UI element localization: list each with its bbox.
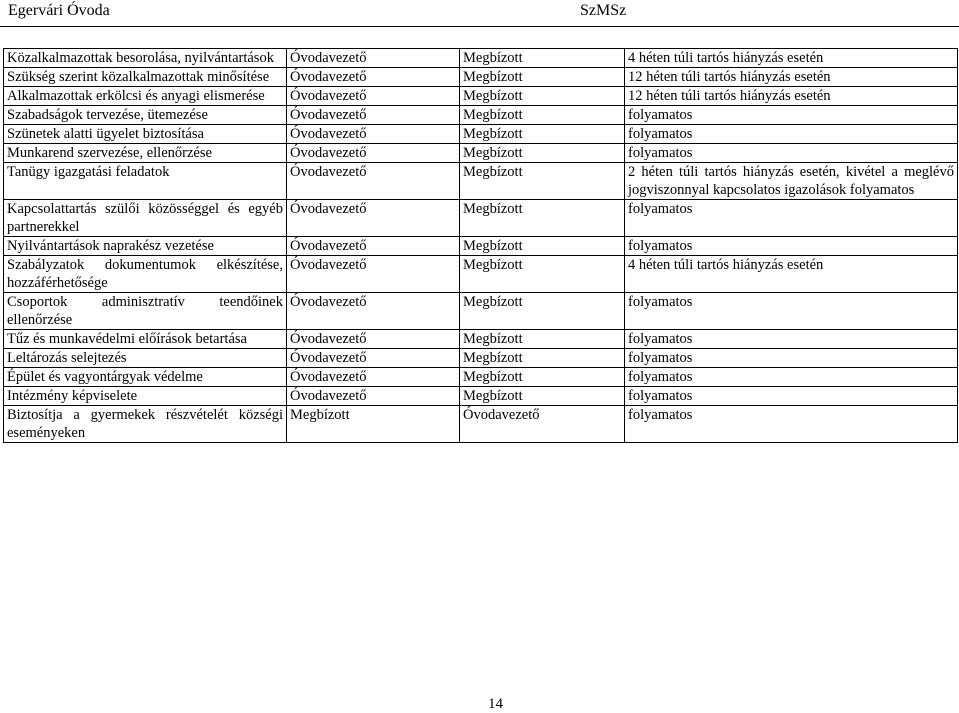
deputy-cell: Megbízott: [460, 106, 625, 125]
page-header: [0, 0, 959, 26]
page-number: 14: [488, 696, 503, 712]
responsible-cell: Óvodavezető: [287, 144, 460, 163]
deputy-cell: Megbízott: [460, 368, 625, 387]
responsible-cell: Óvodavezető: [287, 387, 460, 406]
table-row: [4, 406, 958, 443]
responsible-cell: Óvodavezető: [287, 330, 460, 349]
deputy-cell: Megbízott: [460, 237, 625, 256]
table-row: [4, 163, 958, 200]
task-cell: Csoportok adminisztratív teendőinek ellenőrzése: [4, 293, 287, 330]
task-cell: Intézmény képviselete: [4, 387, 287, 406]
deputy-cell: Megbízott: [460, 330, 625, 349]
deputy-cell: Megbízott: [460, 87, 625, 106]
table-row: [4, 144, 958, 163]
task-cell: Szükség szerint közalkalmazottak minősítése: [4, 68, 287, 87]
responsible-cell: Óvodavezető: [287, 237, 460, 256]
responsibility-table: [3, 48, 958, 443]
table-row: [4, 237, 958, 256]
task-cell: Biztosítja a gyermekek részvételét községi eseményeken: [4, 406, 287, 443]
task-cell: Kapcsolattartás szülői közösséggel és egyéb partnerekkel: [4, 200, 287, 237]
task-cell: Tűz és munkavédelmi előírások betartása: [4, 330, 287, 349]
document-code: SzMSz: [580, 2, 627, 19]
responsible-cell: Megbízott: [287, 406, 460, 443]
responsible-cell: Óvodavezető: [287, 68, 460, 87]
task-cell: Szabályzatok dokumentumok elkészítése, hozzáférhetősége: [4, 256, 287, 293]
substitution-cell: folyamatos: [625, 406, 958, 443]
task-cell: Nyilvántartások naprakész vezetése: [4, 237, 287, 256]
deputy-cell: Megbízott: [460, 200, 625, 237]
responsible-cell: Óvodavezető: [287, 163, 460, 200]
substitution-cell: folyamatos: [625, 125, 958, 144]
deputy-cell: Megbízott: [460, 387, 625, 406]
responsible-cell: Óvodavezető: [287, 87, 460, 106]
substitution-cell: 4 héten túli tartós hiányzás esetén: [625, 49, 958, 68]
substitution-cell: folyamatos: [625, 349, 958, 368]
header-divider: [0, 26, 959, 27]
deputy-cell: Megbízott: [460, 256, 625, 293]
substitution-cell: folyamatos: [625, 106, 958, 125]
substitution-cell: 4 héten túli tartós hiányzás esetén: [625, 256, 958, 293]
institution-name: Egervári Óvoda: [8, 2, 110, 19]
deputy-cell: Megbízott: [460, 68, 625, 87]
table-row: [4, 387, 958, 406]
task-cell: Tanügy igazgatási feladatok: [4, 163, 287, 200]
table-row: [4, 49, 958, 68]
responsible-cell: Óvodavezető: [287, 106, 460, 125]
substitution-cell: folyamatos: [625, 330, 958, 349]
substitution-cell: 12 héten túli tartós hiányzás esetén: [625, 87, 958, 106]
responsible-cell: Óvodavezető: [287, 200, 460, 237]
substitution-cell: folyamatos: [625, 368, 958, 387]
responsible-cell: Óvodavezető: [287, 368, 460, 387]
deputy-cell: Megbízott: [460, 49, 625, 68]
substitution-cell: folyamatos: [625, 144, 958, 163]
table-row: [4, 200, 958, 237]
deputy-cell: Megbízott: [460, 125, 625, 144]
table-row: [4, 349, 958, 368]
deputy-cell: Megbízott: [460, 163, 625, 200]
deputy-cell: Megbízott: [460, 144, 625, 163]
task-cell: Szabadságok tervezése, ütemezése: [4, 106, 287, 125]
table-row: [4, 368, 958, 387]
responsible-cell: Óvodavezető: [287, 293, 460, 330]
table-row: [4, 106, 958, 125]
task-cell: Munkarend szervezése, ellenőrzése: [4, 144, 287, 163]
responsible-cell: Óvodavezető: [287, 49, 460, 68]
task-cell: Alkalmazottak erkölcsi és anyagi elismerése: [4, 87, 287, 106]
table-row: [4, 330, 958, 349]
responsible-cell: Óvodavezető: [287, 256, 460, 293]
table-row: [4, 256, 958, 293]
task-cell: Leltározás selejtezés: [4, 349, 287, 368]
substitution-cell: folyamatos: [625, 200, 958, 237]
substitution-cell: folyamatos: [625, 293, 958, 330]
substitution-cell: 2 héten túli tartós hiányzás esetén, kivétel a meglévő jogviszonnyal kapcsolatos igazolások folyamatos: [625, 163, 958, 200]
deputy-cell: Megbízott: [460, 293, 625, 330]
table-row: [4, 87, 958, 106]
table-row: [4, 68, 958, 87]
substitution-cell: folyamatos: [625, 237, 958, 256]
table-row: [4, 293, 958, 330]
responsible-cell: Óvodavezető: [287, 349, 460, 368]
deputy-cell: Óvodavezető: [460, 406, 625, 443]
responsible-cell: Óvodavezető: [287, 125, 460, 144]
table-row: [4, 125, 958, 144]
task-cell: Közalkalmazottak besorolása, nyilvántartások: [4, 49, 287, 68]
task-cell: Épület és vagyontárgyak védelme: [4, 368, 287, 387]
deputy-cell: Megbízott: [460, 349, 625, 368]
substitution-cell: folyamatos: [625, 387, 958, 406]
task-cell: Szünetek alatti ügyelet biztosítása: [4, 125, 287, 144]
substitution-cell: 12 héten túli tartós hiányzás esetén: [625, 68, 958, 87]
